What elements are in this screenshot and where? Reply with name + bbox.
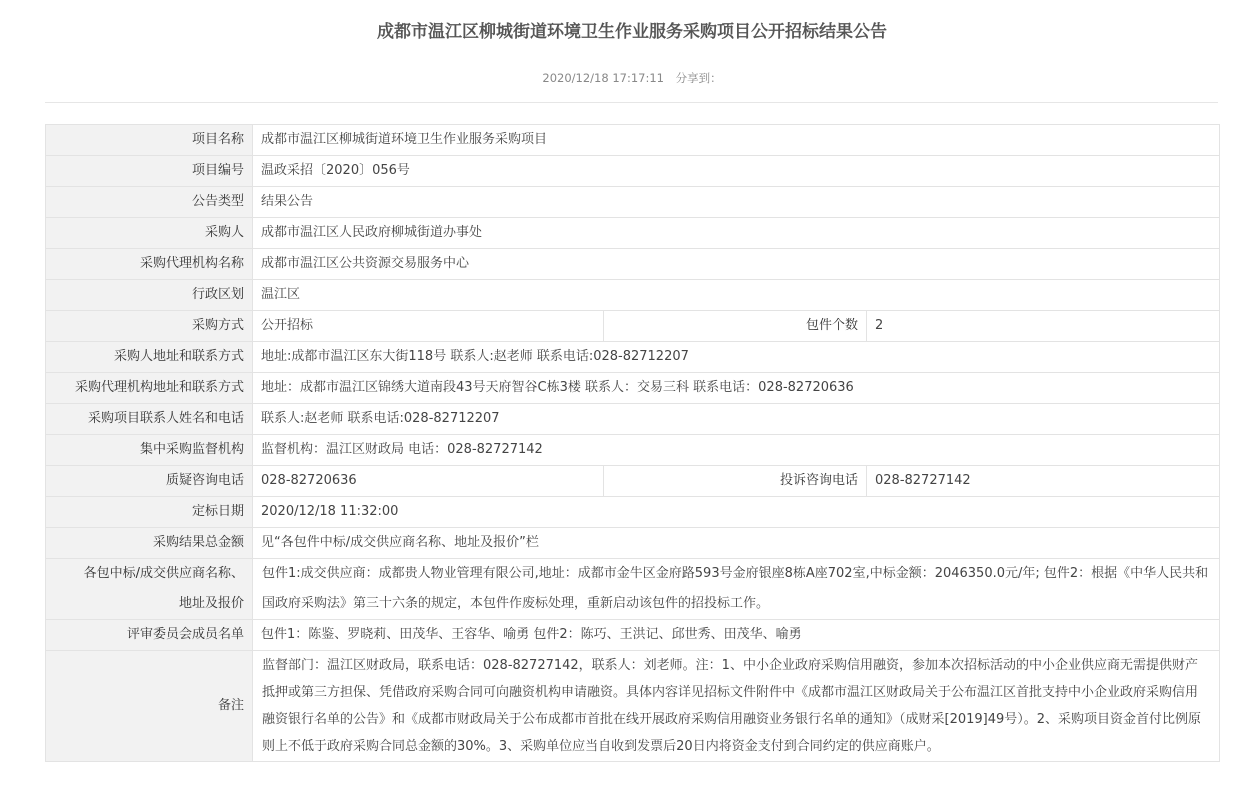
agency-contact-value: 地址：成都市温江区锦绣大道南段43号天府智谷C栋3楼 联系人：交易三科 联系电话：028-82720636 [253,373,1220,404]
committee-value: 包件1：陈鉴、罗晓莉、田茂华、王容华、喻勇 包件2：陈巧、王洪记、邱世秀、田茂华、喻勇 [253,620,1220,651]
table-row [46,497,1220,528]
purchaser-contact-value: 地址:成都市温江区东大街118号 联系人:赵老师 联系电话:028-82712207 [253,342,1220,373]
package-count-value: 2 [867,311,1220,342]
project-contact-value: 联系人:赵老师 联系电话:028-82712207 [253,404,1220,435]
committee-label: 评审委员会成员名单 [46,620,253,651]
remarks-label: 备注 [46,651,253,762]
table-row [46,218,1220,249]
remarks-value: 监督部门：温江区财政局，联系电话：028-82727142，联系人：刘老师。注：1、中小企业政府采购信用融资，参加本次招标活动的中小企业供应商无需提供财产抵押或第三方担保、凭借政府采购合同可向融资机构申请融资。具体内容详见招标文件附件中《成都市温江区财政局关于公布温江区首批支持中小企业政府采购信用融资银行名单的公告》和《成都市财政局关于公布成都市首批在线开展政府采购信用融资业务银行名单的通知》（成财采[2019]49号）。2、采购项目资金首付比例原则上不低于政府采购合同总金额的30%。3、采购单位应当自收到发票后20日内将资金支付到合同约定的供应商账户。 [253,651,1220,762]
package-count-label: 包件个数 [604,311,867,342]
table-row [46,620,1220,651]
award-date-label: 定标日期 [46,497,253,528]
table-row [46,373,1220,404]
table-row [46,249,1220,280]
inquiry-phone-value: 028-82720636 [253,466,604,497]
table-row [46,187,1220,218]
project-no-value: 温政采招〔2020〕056号 [253,156,1220,187]
notice-type-value: 结果公告 [253,187,1220,218]
winners-label-line2: 地址及报价 [178,596,244,611]
table-row [46,435,1220,466]
table-row [46,156,1220,187]
winners-value: 包件1:成交供应商：成都贵人物业管理有限公司,地址：成都市金牛区金府路593号金府银座8栋A座702室,中标金额：2046350.0元/年; 包件2：根据《中华人民共和国政府采购法》第三十六条的规定，本包件作废标处理，重新启动该包件的招投标工作。 [253,559,1220,620]
publish-meta [0,70,1254,86]
agency-value: 成都市温江区公共资源交易服务中心 [253,249,1220,280]
table-row [46,651,1220,762]
award-date-value: 2020/12/18 11:32:00 [253,497,1220,528]
title-divider [45,102,1218,103]
supervisor-value: 监督机构：温江区财政局 电话：028-82727142 [253,435,1220,466]
table-row [46,466,1220,497]
result-total-value: 见“各包件中标/成交供应商名称、地址及报价”栏 [253,528,1220,559]
supervisor-label: 集中采购监督机构 [46,435,253,466]
complaint-phone-value: 028-82727142 [867,466,1220,497]
table-row [46,528,1220,559]
district-value: 温江区 [253,280,1220,311]
purchaser-value: 成都市温江区人民政府柳城街道办事处 [253,218,1220,249]
project-name-value: 成都市温江区柳城街道环境卫生作业服务采购项目 [253,125,1220,156]
inquiry-phone-label: 质疑咨询电话 [46,466,253,497]
complaint-phone-label: 投诉咨询电话 [604,466,867,497]
table-row [46,404,1220,435]
method-value: 公开招标 [253,311,604,342]
winners-label [46,559,253,620]
page-title: 成都市温江区柳城街道环境卫生作业服务采购项目公开招标结果公告 [377,22,887,42]
winners-label-line1: 各包中标/成交供应商名称、 [83,566,244,581]
method-label: 采购方式 [46,311,253,342]
purchaser-label: 采购人 [46,218,253,249]
notice-type-label: 公告类型 [46,187,253,218]
announcement-table [45,124,1220,762]
result-total-label: 采购结果总金额 [46,528,253,559]
table-row [46,311,1220,342]
purchaser-contact-label: 采购人地址和联系方式 [46,342,253,373]
table-row [46,559,1220,620]
table-row [46,280,1220,311]
agency-contact-label: 采购代理机构地址和联系方式 [46,373,253,404]
district-label: 行政区划 [46,280,253,311]
project-name-label: 项目名称 [46,125,253,156]
publish-time: 2020/12/18 17:17:11 [542,71,664,85]
table-row [46,125,1220,156]
table-row [46,342,1220,373]
project-no-label: 项目编号 [46,156,253,187]
share-label[interactable]: 分享到： [675,71,722,85]
agency-label: 采购代理机构名称 [46,249,253,280]
project-contact-label: 采购项目联系人姓名和电话 [46,404,253,435]
